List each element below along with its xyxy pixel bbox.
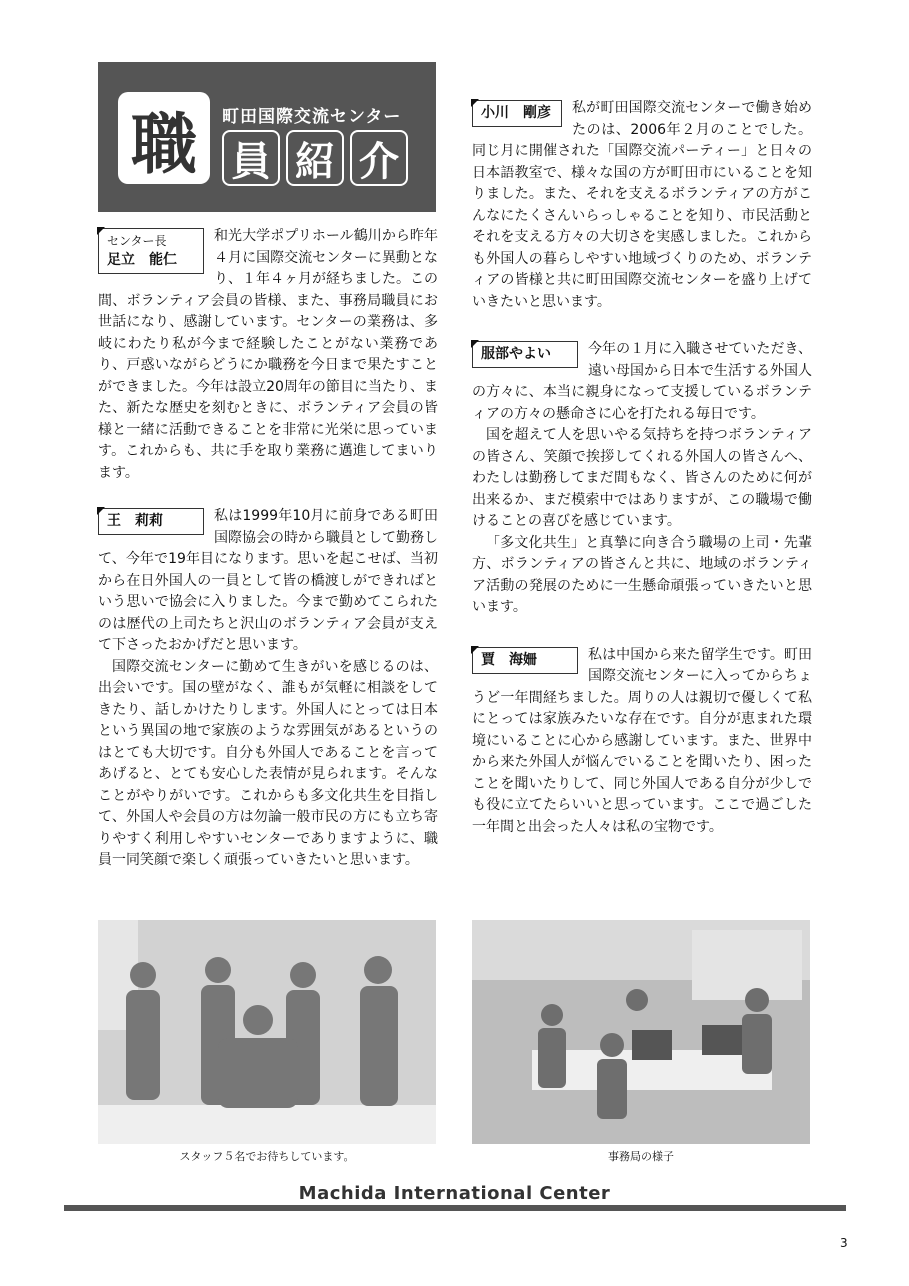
staff-role: センター長 (107, 234, 167, 248)
left-column (98, 62, 438, 894)
name-box (98, 508, 204, 535)
entry-paragraph: 和光大学ポプリホール鶴川から昨年４月に国際交流センターに異動となり、１年４ヶ月が経ちました。この間、ボランティア会員の皆様、また、事務局職員にお世話になり、感謝しています。センターの業務は、多岐にわたり私が今まで経験したことがない業務であり、戸惑いながらどうにか職務を今日まで果たすことができました。今年は設立20周年の節目に当たり、また、新たな歴史を刻むときに、ボランティア会員の皆様と一緒に活動できることを非常に光栄に思っています。これからも、共に手を取り業務に邁進してまいります。 (98, 228, 438, 481)
banner-sub-kanji (222, 130, 408, 186)
staff-group-photo (98, 920, 436, 1144)
entry-paragraph: 私は1999年10月に前身である町田国際協会の時から職員として勤務して、今年で19年目になります。思いを起こせば、当初から在日外国人の一員として皆の橋渡しができればという思いで協会に入りました。今まで勤めてこられたのは歴代の上司たちと沢山のボランティア会員が支えて下さったおかげだと思います。 (98, 508, 438, 653)
entry-paragraph: 国を超えて人を思いやる気持ちを持つボランティアの皆さん、笑顔で挨拶してくれる外国人の皆さんへ、わたしは勤務してまだ間もなく、皆さんのために何が出来るか、まだ模索中ではありますが、この職場で働けることの喜びを感じています。 (472, 427, 812, 529)
entry-paragraph: 私は中国から来た留学生です。町田国際交流センターに入ってからちょうど一年間経ちました。周りの人は親切で優しくて私にとっては家族みたいな存在です。自分が恵まれた環境にいることに心から感謝しています。また、世界中から来た外国人が悩んでいることを聞いたり、困ったことを聞いたりして、同じ外国人である自分が少しでも役に立てたらいいと思っています。ここで過ごした一年間と出会った人々は私の宝物です。 (472, 646, 812, 835)
footer-divider (64, 1205, 846, 1211)
staff-entry-ogawa (472, 98, 812, 313)
name-box (472, 341, 578, 368)
banner-kanji-3: 介 (350, 130, 408, 186)
staff-name: 服部やよい (481, 346, 551, 362)
page-number: 3 (840, 1236, 848, 1250)
entry-paragraph: 私が町田国際交流センターで働き始めたのは、2006年２月のことでした。同じ月に開催された「国際交流パーティー」と日々の日本語教室で、様々な国の方が町田市にいることを知りました。また、それを支えるボランティアの方がこんなにたくさんいらっしゃることを知り、市民活動とそれを支える方々の大切さを実感しました。これからも外国人の暮らしやすい地域づくりのため、ボランティアの皆様と共に町田国際交流センターを盛り上げていきたいと思います。 (472, 100, 812, 310)
staff-entry-wang (98, 506, 438, 872)
entry-paragraph: 「多文化共生」と真摯に向き合う職場の上司・先輩方、ボランティアの皆さんと共に、地域のボランティア活動の発展のために一生懸命頑張っていきたいと思います。 (472, 534, 812, 615)
staff-name: 小川 剛彦 (481, 105, 551, 121)
entry-paragraph: 国際交流センターに勤めて生きがいを感じるのは、出会いです。国の壁がなく、誰もが気軽に相談をしてきたり、話しかけたりします。外国人にとっては日本という異国の地で家族のような雰囲気があるというのはとても大切です。自分も外国人であることを言ってあげると、とても安心した表情が見られます。そんなことがやりがいです。これからも多文化共生を目指して、外国人や会員の方は勿論一般市民の方にも立ち寄りやすく利用しやすいセンターでありますように、職員一同笑顔で楽しく頑張っていきたいと思います。 (98, 658, 438, 868)
staff-name: 賈 海姍 (481, 651, 537, 668)
banner-kanji-2: 紹 (286, 130, 344, 186)
name-box (472, 100, 562, 127)
staff-name: 足立 能仁 (107, 252, 177, 268)
banner-big-kanji: 職 (118, 92, 210, 184)
right-column (472, 98, 812, 860)
staff-entry-hattori (472, 339, 812, 619)
office-photo (472, 920, 810, 1144)
staff-name: 王 莉莉 (107, 513, 163, 529)
staff-entry-adachi (98, 226, 438, 484)
photo-caption: スタッフ５名でお待ちしています。 (179, 1150, 355, 1163)
footer-title: Machida International Center (298, 1183, 611, 1204)
banner-kanji-1: 員 (222, 130, 280, 186)
name-box (472, 647, 578, 674)
staff-intro-banner (98, 62, 436, 212)
banner-title: 町田国際交流センター (222, 107, 402, 127)
staff-entry-jia (472, 645, 812, 839)
entry-paragraph: 今年の１月に入職させていただき、遠い母国から日本で生活する外国人の方々に、本当に親身になって支援しているボランティアの方々の懸命さに心を打たれる毎日です。 (472, 341, 812, 422)
name-box (98, 228, 204, 274)
photo-caption: 事務局の様子 (608, 1150, 674, 1163)
